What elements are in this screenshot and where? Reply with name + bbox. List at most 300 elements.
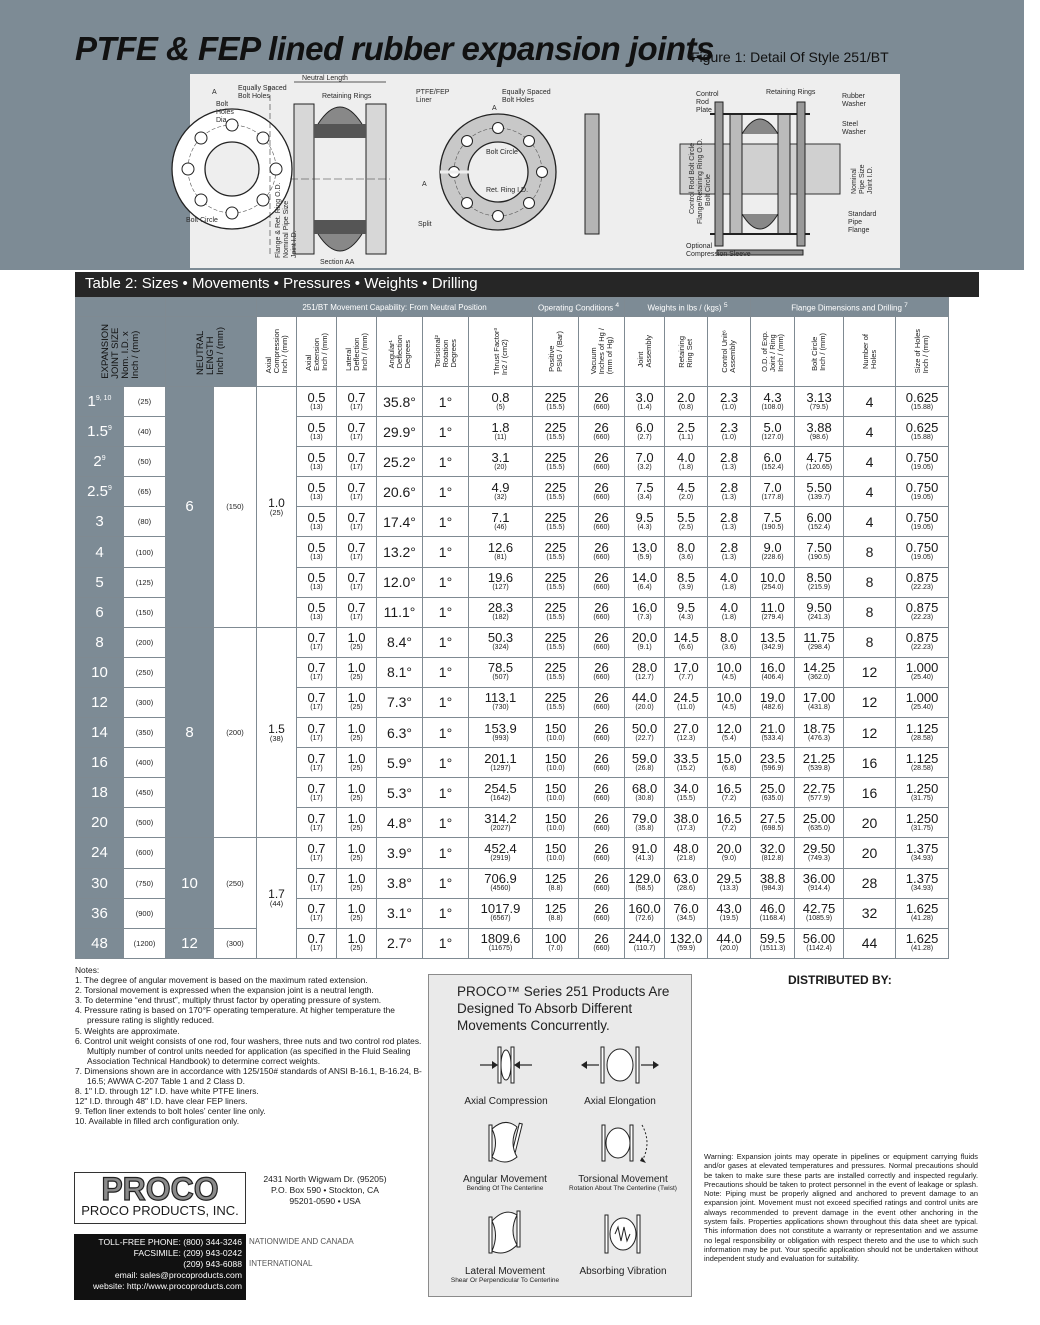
axial-extension-cell — [297, 597, 337, 627]
ring-weight-cell-value: 4.5 — [676, 479, 696, 495]
ring-weight-cell-metric: (11.0) — [677, 704, 695, 712]
joint-weight-cell — [625, 868, 665, 898]
angular-deflection-cell — [377, 507, 423, 537]
size-mm-cell — [124, 838, 166, 868]
thrust-factor-cell-value: 254.5 — [484, 780, 517, 796]
torsional-rotation-cell — [423, 597, 469, 627]
control-unit-weight-cell-metric: (7.2) — [721, 824, 737, 832]
thrust-factor-cell-metric: (20) — [494, 463, 507, 471]
thrust-factor-cell-value: 1017.9 — [480, 901, 521, 917]
torsional-rotation-cell — [423, 928, 469, 958]
vacuum-cell-value: 26 — [594, 509, 609, 525]
ring-weight-cell-metric: (4.3) — [678, 614, 694, 622]
joint-weight-cell-metric: (20.0) — [635, 704, 654, 712]
size-mm-value: (80) — [137, 517, 152, 527]
thrust-factor-cell-metric: (1642) — [490, 794, 511, 802]
thrust-factor-cell — [469, 507, 533, 537]
lateral-deflection-cell-metric: (25) — [350, 824, 363, 832]
ring-weight-cell-metric: (2.5) — [678, 523, 694, 531]
vacuum-cell — [579, 657, 625, 687]
size-of-holes-cell-value: 1.000 — [905, 660, 939, 676]
number-of-holes-cell — [844, 928, 896, 958]
positive-pressure-cell — [533, 778, 579, 808]
bolt-circle-cell — [795, 447, 844, 477]
control-unit-weight-cell — [708, 627, 751, 657]
angular-deflection-cell-value: 11.1° — [383, 604, 416, 621]
control-unit-weight-cell-value: 10.0 — [716, 660, 742, 676]
thrust-factor-cell — [469, 417, 533, 447]
thrust-factor-cell-value: 452.4 — [484, 840, 517, 856]
size-of-holes-cell-value: 1.375 — [905, 871, 939, 887]
thrust-factor-cell — [469, 898, 533, 928]
size-of-holes-cell — [896, 808, 949, 838]
thrust-factor-cell-value: 4.9 — [491, 479, 510, 495]
size-of-holes-cell-value: 0.750 — [905, 479, 939, 495]
lateral-deflection-cell-value: 0.7 — [347, 449, 366, 465]
label-steel-washer: Steel Washer — [842, 121, 866, 136]
bolt-circle-cell — [795, 808, 844, 838]
movements-title: PROCO™ Series 251 Products Are Designed To Absorb Different Movements Concurrently. — [457, 984, 670, 1033]
vacuum-cell-value: 26 — [594, 389, 609, 405]
size-mm-cell — [124, 778, 166, 808]
positive-pressure-cell — [533, 928, 579, 958]
lateral-deflection-cell-metric: (25) — [350, 674, 363, 682]
joint-weight-cell-metric: (3.2) — [637, 463, 652, 471]
vacuum-cell-metric: (660) — [593, 915, 610, 923]
number-of-holes-cell — [844, 447, 896, 477]
ring-weight-cell-value: 27.0 — [673, 720, 699, 736]
torsional-rotation-cell-value: 1° — [438, 664, 453, 681]
angular-deflection-cell-value: 8.1° — [386, 664, 413, 681]
od-cell-value: 11.0 — [760, 600, 785, 616]
joint-weight-cell-value: 91.0 — [631, 840, 658, 856]
size-mm-value: (125) — [135, 577, 154, 587]
bolt-circle-cell-value: 56.00 — [802, 931, 836, 947]
vacuum-cell — [579, 507, 625, 537]
lateral-deflection-cell — [337, 567, 377, 597]
joint-weight-cell-value: 68.0 — [631, 780, 658, 796]
table-row — [76, 928, 1040, 958]
bolt-circle-cell-metric: (749.3) — [807, 854, 831, 862]
torsional-rotation-cell-value: 1° — [438, 393, 453, 410]
size-of-holes-cell-metric: (25.40) — [910, 674, 934, 682]
bolt-circle-cell — [795, 748, 844, 778]
lateral-deflection-cell-value: 1.0 — [347, 750, 366, 766]
angular-deflection-cell — [377, 868, 423, 898]
facsimile: FACSIMILE: (209) 943-0242 — [133, 1248, 242, 1258]
thrust-factor-cell-metric: (1297) — [490, 764, 511, 772]
thrust-factor-cell — [469, 537, 533, 567]
control-unit-weight-cell-value: 2.3 — [719, 389, 739, 405]
size-cell — [76, 868, 124, 898]
thrust-factor-cell-metric: (4560) — [490, 885, 511, 893]
note-item: 7. Dimensions shown are in accordance with 125/150# standards of ANSI B-16.1, B-16.24, B-16.5; AWWA C-207 Table 1 and 2 Class D. — [75, 1065, 422, 1087]
group-header-row — [76, 298, 1040, 317]
size-value: 14 — [91, 724, 108, 742]
ring-weight-cell — [665, 477, 708, 507]
number-of-holes-cell-value: 8 — [865, 544, 874, 561]
joint-weight-cell-metric: (30.8) — [635, 794, 654, 802]
control-unit-weight-cell-value: 2.8 — [719, 509, 739, 525]
size-cell — [76, 597, 124, 627]
vacuum-cell-value: 26 — [594, 419, 609, 435]
col-header-joint-assembly: Joint Assembly — [625, 317, 665, 387]
size-value: 2.5 — [87, 483, 108, 501]
size-mm-value: (200) — [135, 637, 154, 647]
neutral-length-cell — [166, 627, 214, 838]
label-standard-pipe-flange: Standard Pipe Flange — [848, 211, 877, 234]
angular-deflection-cell-value: 4.8° — [386, 814, 413, 831]
notes-list — [75, 975, 425, 1126]
control-unit-weight-cell-value: 2.8 — [719, 540, 739, 556]
label-neutral-length: Neutral Length — [302, 75, 348, 82]
joint-weight-cell-value: 3.0 — [635, 389, 654, 405]
ring-weight-cell-metric: (28.6) — [676, 885, 696, 893]
angular-deflection-cell-value: 5.3° — [386, 784, 413, 801]
size-of-holes-cell — [896, 838, 949, 868]
size-cell — [76, 387, 124, 417]
size-of-holes-cell — [896, 597, 949, 627]
absorbing-vibration-label: Absorbing Vibration — [579, 1266, 667, 1277]
ring-weight-cell — [665, 748, 708, 778]
lateral-deflection-cell-value: 0.7 — [347, 419, 366, 435]
note-item: 5. Weights are approximate. — [75, 1025, 180, 1036]
drawing-svg — [186, 74, 900, 268]
size-of-holes-cell-metric: (28.58) — [910, 734, 934, 742]
col-header-angular-deflection: Angular¹ Deflection Degrees — [377, 317, 423, 387]
size-value: 30 — [91, 874, 108, 892]
ring-weight-cell-value: 76.0 — [673, 901, 699, 917]
size-cell — [76, 657, 124, 687]
joint-weight-cell-value: 6.0 — [635, 419, 654, 435]
lateral-deflection-cell — [337, 687, 377, 717]
size-mm-value: (25) — [137, 397, 152, 407]
axial-extension-cell — [297, 898, 337, 928]
size-mm-cell — [124, 567, 166, 597]
bolt-circle-cell — [795, 477, 844, 507]
lateral-deflection-cell — [337, 657, 377, 687]
company-name: PROCO PRODUCTS, INC. — [81, 1203, 239, 1218]
torsional-rotation-cell — [423, 567, 469, 597]
movement-group-header: 251/BT Movement Capability: From Neutral Position — [257, 298, 533, 317]
ring-weight-cell-value: 8.5 — [676, 570, 696, 586]
thrust-factor-cell-value: 1.8 — [491, 419, 510, 435]
axial-extension-cell — [297, 567, 337, 597]
bolt-circle-cell — [795, 507, 844, 537]
size-of-holes-cell — [896, 387, 949, 417]
lateral-deflection-cell-value: 1.0 — [347, 931, 366, 947]
size-of-holes-cell — [896, 868, 949, 898]
size-of-holes-cell — [896, 898, 949, 928]
axial-extension-cell-value: 0.7 — [307, 901, 326, 917]
bolt-circle-cell — [795, 718, 844, 748]
thrust-factor-cell-value: 12.6 — [487, 540, 514, 556]
joint-weight-cell — [625, 507, 665, 537]
vacuum-cell-value: 26 — [594, 901, 609, 917]
positive-pressure-cell-value: 225 — [544, 449, 567, 465]
address-line-3: 95201-0590 • USA — [289, 1196, 361, 1206]
ring-weight-cell-metric: (12.3) — [676, 734, 696, 742]
thrust-factor-cell — [469, 657, 533, 687]
absorbing-vibration-figure — [557, 1207, 689, 1277]
od-cell — [751, 868, 795, 898]
size-of-holes-cell-value: 1.250 — [905, 780, 939, 796]
angular-deflection-cell-value: 8.4° — [386, 634, 413, 651]
positive-pressure-cell-metric: (10.0) — [546, 764, 565, 772]
size-mm-value: (400) — [135, 758, 154, 768]
control-unit-weight-cell — [708, 477, 751, 507]
vacuum-cell-metric: (660) — [593, 734, 610, 742]
od-cell-value: 38.8 — [759, 871, 786, 887]
vacuum-cell-metric: (660) — [593, 764, 610, 772]
lateral-deflection-cell-metric: (25) — [350, 915, 363, 923]
neutral-length-mm-cell — [214, 627, 257, 838]
size-of-holes-cell-metric: (41.28) — [910, 915, 934, 923]
neutral-length-mm-cell — [214, 838, 257, 928]
control-unit-weight-cell-value: 16.5 — [716, 780, 742, 796]
joint-weight-cell — [625, 477, 665, 507]
ring-weight-cell-metric: (0.8) — [678, 403, 694, 411]
col-header-thrust-factor: Thrust Factor³ In2 / (cm2) — [469, 317, 533, 387]
axial-extension-cell-value: 0.7 — [307, 660, 326, 676]
size-cell — [76, 718, 124, 748]
size-value: 48 — [91, 934, 108, 952]
joint-weight-cell — [625, 687, 665, 717]
lateral-movement-sub: Shear Or Perpendicular To Centerline — [450, 1277, 560, 1284]
col-header-axial-extension: Axial Extension Inch / (mm) — [297, 317, 337, 387]
od-cell — [751, 808, 795, 838]
control-unit-weight-cell-value: 16.5 — [716, 810, 742, 826]
size-of-holes-cell-value: 0.625 — [905, 389, 939, 405]
ring-weight-cell-value: 38.0 — [673, 810, 699, 826]
ring-weight-cell — [665, 687, 708, 717]
angular-deflection-cell — [377, 387, 423, 417]
size-mm-cell — [124, 718, 166, 748]
joint-weight-cell — [625, 808, 665, 838]
ring-weight-cell — [665, 447, 708, 477]
col-header-length: NEUTRAL LENGTH Inch / (mm) — [166, 317, 257, 387]
ring-weight-cell — [665, 597, 708, 627]
positive-pressure-cell-metric: (10.0) — [546, 794, 565, 802]
marker-a-right: A — [492, 105, 497, 112]
lateral-deflection-cell — [337, 718, 377, 748]
angular-deflection-cell-value: 13.2° — [383, 544, 416, 561]
axial-compression-metric: (38) — [269, 733, 284, 743]
od-cell-value: 9.0 — [763, 540, 782, 556]
od-cell-value: 25.0 — [759, 780, 786, 796]
control-unit-weight-cell-metric: (9.0) — [721, 854, 737, 862]
control-unit-weight-cell-value: 8.0 — [719, 630, 739, 646]
international-note: INTERNATIONAL — [249, 1259, 313, 1268]
control-unit-weight-cell — [708, 447, 751, 477]
angular-deflection-cell-value: 3.1° — [386, 905, 413, 922]
thrust-factor-cell — [469, 627, 533, 657]
od-cell — [751, 748, 795, 778]
ring-weight-cell-value: 34.0 — [673, 780, 699, 796]
torsional-rotation-cell — [423, 417, 469, 447]
size-mm-value: (1200) — [133, 938, 156, 948]
control-unit-weight-cell-value: 2.8 — [719, 449, 739, 465]
ring-weight-cell-value: 4.0 — [676, 449, 696, 465]
axial-extension-cell — [297, 838, 337, 868]
angular-deflection-cell-value: 17.4° — [383, 513, 416, 530]
ring-weight-cell — [665, 567, 708, 597]
torsional-rotation-cell — [423, 537, 469, 567]
international-phone: (209) 943-6088 — [183, 1259, 242, 1269]
od-cell — [751, 778, 795, 808]
ring-weight-cell — [665, 898, 708, 928]
axial-compression-label: Axial Compression — [464, 1096, 548, 1107]
thrust-factor-cell — [469, 477, 533, 507]
bolt-circle-cell — [795, 597, 844, 627]
axial-compression-cell — [257, 838, 297, 958]
torsional-rotation-cell-value: 1° — [438, 694, 453, 711]
torsional-rotation-cell — [423, 838, 469, 868]
joint-weight-cell-metric: (1.4) — [637, 403, 652, 411]
positive-pressure-cell-value: 150 — [544, 780, 567, 796]
control-unit-weight-cell-metric: (1.0) — [721, 433, 737, 441]
control-unit-weight-cell-value: 4.0 — [719, 600, 739, 616]
vacuum-cell — [579, 687, 625, 717]
table-title: Table 2: Sizes • Movements • Pressures • Weights • Drilling — [75, 272, 979, 297]
vacuum-cell-metric: (660) — [593, 403, 610, 411]
axial-elongation-figure — [565, 1039, 675, 1107]
joint-weight-cell-value: 244.0 — [628, 931, 661, 947]
bolt-circle-cell-metric: (215.9) — [807, 584, 831, 592]
torsional-rotation-cell-value: 1° — [438, 544, 453, 561]
bolt-circle-cell-value: 22.75 — [802, 780, 836, 796]
ring-weight-cell-metric: (3.6) — [678, 554, 694, 562]
bolt-circle-cell-metric: (98.6) — [809, 433, 829, 441]
bolt-circle-cell-metric: (1085.9) — [805, 915, 833, 923]
absorbing-vibration-icon — [591, 1207, 655, 1261]
axial-compression-metric: (25) — [269, 508, 284, 518]
lateral-movement-label: Lateral Movement — [464, 1266, 546, 1277]
ring-weight-cell-metric: (3.9) — [678, 584, 694, 592]
angular-deflection-cell — [377, 778, 423, 808]
axial-compression-icon — [476, 1039, 536, 1091]
size-value: 24 — [91, 844, 108, 862]
size-of-holes-cell-metric: (34.93) — [910, 854, 934, 862]
control-unit-weight-cell — [708, 898, 751, 928]
size-value: 20 — [91, 814, 108, 832]
thrust-factor-cell-value: 113.1 — [484, 690, 517, 706]
lateral-deflection-cell-value: 1.0 — [347, 840, 366, 856]
note-item: 12" I.D. through 48" I.D. have clear FEP liners. — [75, 1096, 248, 1107]
size-of-holes-cell-metric: (15.88) — [910, 403, 934, 411]
positive-pressure-cell — [533, 808, 579, 838]
size-value: 16 — [91, 754, 108, 772]
neutral-length-value: 12 — [181, 934, 198, 952]
vacuum-cell-value: 26 — [594, 720, 609, 736]
positive-pressure-cell-value: 225 — [544, 419, 567, 435]
od-cell — [751, 627, 795, 657]
joint-weight-cell-value: 7.5 — [635, 479, 654, 495]
size-value: 5 — [95, 573, 104, 591]
vacuum-cell — [579, 868, 625, 898]
size-of-holes-cell-value: 0.625 — [905, 419, 939, 435]
size-mm-value: (65) — [137, 487, 152, 497]
number-of-holes-cell-value: 20 — [861, 844, 878, 861]
axial-extension-cell-value: 0.7 — [307, 750, 326, 766]
joint-weight-cell-metric: (2.7) — [637, 433, 652, 441]
lateral-deflection-cell-value: 0.7 — [347, 600, 366, 616]
od-cell-metric: (1511.3) — [759, 945, 786, 953]
torsional-movement-figure — [557, 1117, 689, 1192]
bolt-circle-cell-metric: (298.4) — [807, 644, 831, 652]
website-link[interactable]: website: http://www.procoproducts.com — [92, 1281, 242, 1291]
positive-pressure-cell — [533, 387, 579, 417]
table-row — [76, 838, 1040, 868]
size-of-holes-cell-metric: (22.23) — [910, 644, 934, 652]
od-cell-value: 21.0 — [759, 720, 786, 736]
col-header-axial-compression: Axial Compression Inch / (mm) — [257, 317, 297, 387]
number-of-holes-cell-value: 16 — [861, 754, 878, 771]
bolt-circle-cell — [795, 838, 844, 868]
positive-pressure-cell-metric: (15.5) — [546, 674, 565, 682]
size-mm-cell — [124, 808, 166, 838]
label-nominal-pipe-size: Nominal Pipe Size — [283, 200, 290, 258]
vacuum-cell-metric: (660) — [593, 885, 610, 893]
torsional-rotation-cell-value: 1° — [438, 634, 453, 651]
number-of-holes-cell-value: 44 — [861, 935, 878, 952]
bolt-circle-cell-value: 4.75 — [806, 449, 832, 465]
control-unit-weight-cell — [708, 537, 751, 567]
thrust-factor-cell-metric: (32) — [494, 493, 507, 501]
col-header-positive: Positive PSIG / (Bar) — [533, 317, 579, 387]
size-of-holes-cell-value: 0.750 — [905, 449, 939, 465]
ring-weight-cell-value: 8.0 — [676, 540, 696, 556]
joint-weight-cell-metric: (7.3) — [637, 614, 652, 622]
thrust-factor-cell-value: 1809.6 — [480, 931, 521, 947]
axial-extension-cell-metric: (13) — [310, 614, 323, 622]
size-of-holes-cell — [896, 537, 949, 567]
neutral-length-value: 8 — [185, 724, 194, 742]
email-link[interactable]: email: sales@procoproducts.com — [114, 1270, 242, 1280]
axial-compression-value: 1.5 — [268, 721, 285, 736]
lateral-deflection-cell-metric: (17) — [350, 493, 363, 501]
size-mm-cell — [124, 417, 166, 447]
size-mm-cell — [124, 597, 166, 627]
bolt-circle-cell — [795, 687, 844, 717]
positive-pressure-cell-metric: (15.5) — [546, 554, 565, 562]
lateral-deflection-cell-metric: (17) — [350, 554, 363, 562]
note-item: 3. To determine “end thrust”, multiply thrust factor by operating pressure of system. — [75, 995, 382, 1006]
thrust-factor-cell — [469, 808, 533, 838]
vacuum-cell — [579, 838, 625, 868]
vacuum-cell-metric: (660) — [593, 794, 610, 802]
number-of-holes-cell — [844, 778, 896, 808]
positive-pressure-cell — [533, 447, 579, 477]
bolt-circle-cell — [795, 868, 844, 898]
ring-weight-cell — [665, 808, 708, 838]
number-of-holes-cell-value: 8 — [865, 604, 874, 621]
note-item: 8. 1" I.D. through 12" I.D. have white PTFE liners. — [75, 1086, 259, 1097]
neutral-length-cell — [166, 838, 214, 928]
bolt-circle-cell-value: 11.75 — [803, 630, 835, 646]
control-unit-weight-cell-metric: (20.0) — [719, 945, 739, 953]
torsional-rotation-cell-value: 1° — [438, 453, 453, 470]
size-cell — [76, 898, 124, 928]
angular-deflection-cell — [377, 417, 423, 447]
number-of-holes-cell — [844, 657, 896, 687]
od-cell — [751, 447, 795, 477]
axial-extension-cell — [297, 387, 337, 417]
axial-extension-cell-metric: (17) — [310, 915, 323, 923]
number-of-holes-cell — [844, 417, 896, 447]
size-mm-value: (250) — [135, 667, 154, 677]
axial-compression-figure — [451, 1039, 561, 1107]
